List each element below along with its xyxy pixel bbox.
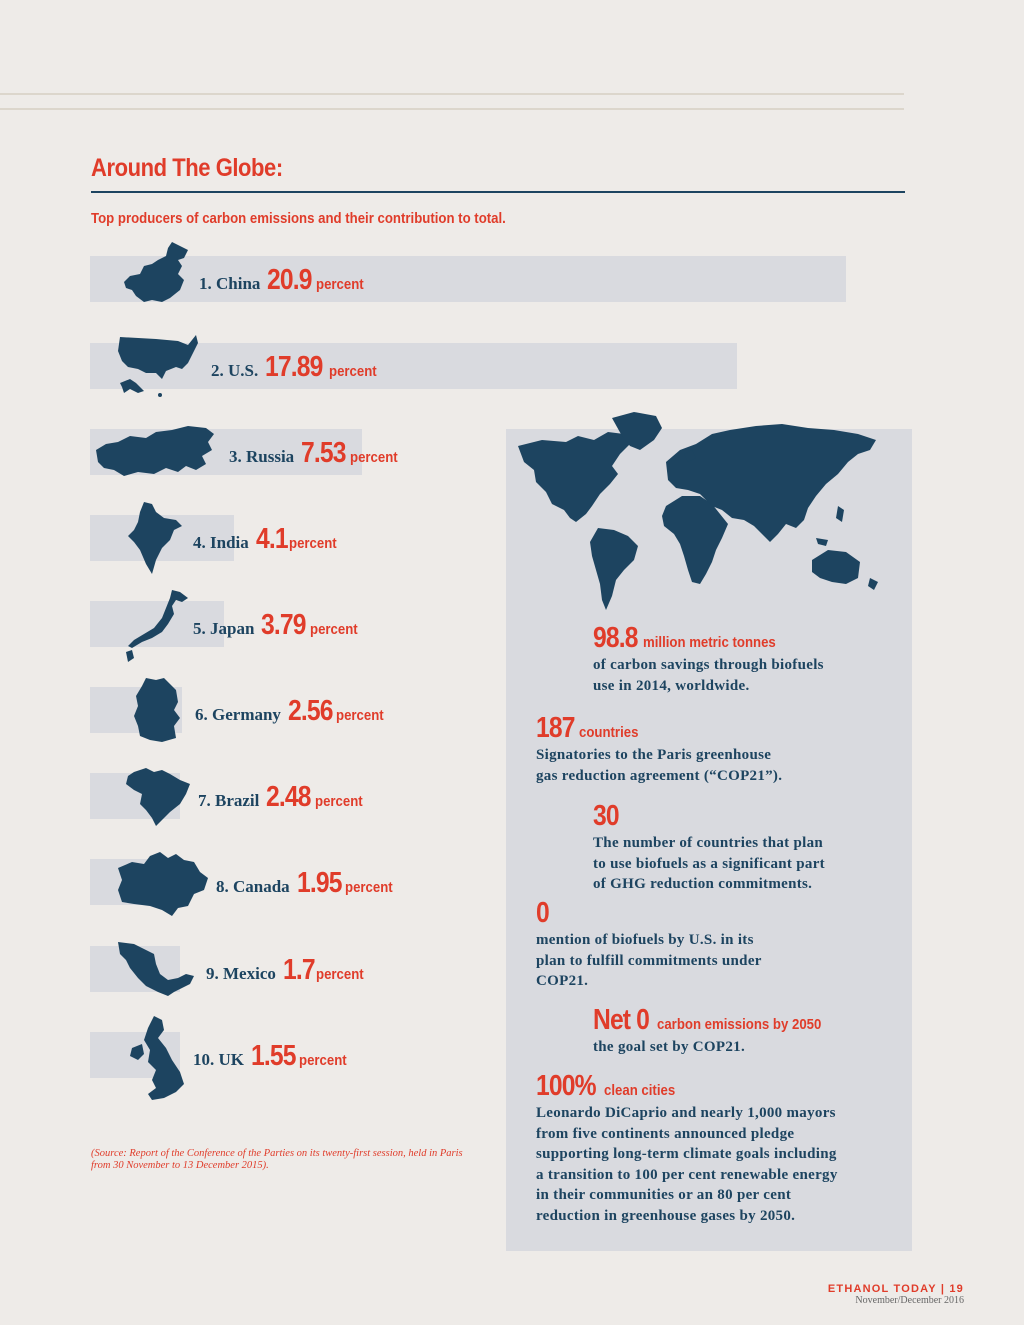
fact-description (593, 1037, 844, 1058)
fact-line: of GHG reduction commitments. (593, 876, 813, 892)
fact-heading (536, 712, 782, 745)
emission-share-value: 2.48 (266, 781, 311, 813)
ranking-row (216, 867, 399, 900)
fact-description (536, 930, 762, 992)
fact-line: Leonardo DiCaprio and nearly 1,000 mayors (536, 1105, 836, 1121)
ranking-row (229, 437, 404, 470)
top-rule-2 (0, 108, 904, 110)
fact-block (536, 1070, 838, 1226)
fact-heading (536, 897, 762, 930)
unit-label: percent (289, 535, 337, 552)
fact-block (593, 622, 824, 696)
fact-description (536, 745, 782, 786)
country-name: 3. Russia (229, 447, 295, 466)
japan-map-icon (122, 588, 190, 664)
fact-line: the goal set by COP21. (593, 1039, 746, 1055)
emission-share-value: 4.1 (255, 523, 288, 555)
emission-share-value: 2.56 (287, 695, 333, 727)
emission-share-value: 1.95 (296, 867, 342, 899)
fact-description (593, 833, 825, 895)
emission-share-value: 7.53 (301, 437, 346, 469)
canada-map-icon (114, 850, 212, 920)
unit-label: percent (345, 879, 393, 896)
magazine-folio: ETHANOL TODAY | 19 (827, 1283, 964, 1295)
mexico-map-icon (116, 940, 198, 998)
russia-map-icon (94, 422, 216, 478)
fact-heading (536, 1070, 838, 1103)
fact-label: million metric tonnes (643, 634, 777, 651)
fact-line: The number of countries that plan (593, 835, 824, 851)
fact-heading (593, 622, 824, 655)
unit-label: percent (315, 276, 364, 293)
unit-label: percent (349, 449, 398, 466)
emission-share-value: 20.9 (267, 264, 313, 296)
india-map-icon (126, 500, 184, 578)
emission-share-value: 1.55 (251, 1040, 296, 1072)
ranking-row (206, 954, 370, 987)
country-name: 6. Germany (195, 705, 281, 724)
unit-label: percent (336, 707, 385, 724)
ranking-row (211, 351, 383, 384)
fact-heading (593, 800, 825, 833)
country-name: 2. U.S. (211, 361, 259, 380)
fact-line: in their communities or an 80 per cent (536, 1187, 792, 1203)
fact-block (536, 712, 782, 786)
fact-figure: 0 (536, 897, 549, 929)
fact-line: supporting long-term climate goals including (536, 1146, 837, 1162)
fact-description (536, 1103, 838, 1226)
ranking-row (193, 609, 364, 642)
china-map-icon (122, 240, 190, 308)
unit-label: percent (328, 363, 377, 380)
top-rule (0, 93, 904, 95)
page-footer (828, 1283, 964, 1306)
issue-date: November/December 2016 (855, 1295, 964, 1306)
fact-line: to use biofuels as a significant part (593, 855, 825, 872)
fact-line: from five continents announced pledge (536, 1125, 795, 1142)
page-title: Around The Globe: (91, 154, 283, 182)
germany-map-icon (130, 676, 184, 744)
unit-label: percent (299, 1052, 348, 1069)
emission-share-value: 1.7 (282, 954, 315, 986)
unit-label: percent (314, 793, 363, 810)
country-name: 4. India (193, 533, 249, 552)
fact-line: of carbon savings through biofuels (593, 657, 824, 673)
title-divider (91, 191, 905, 193)
ranking-row (198, 781, 369, 814)
fact-figure: 187 (536, 712, 575, 744)
uk-map-icon (128, 1014, 188, 1102)
fact-line: gas reduction agreement (“COP21”). (536, 767, 783, 784)
fact-line: a transition to 100 per cent renewable energy (536, 1166, 838, 1183)
ranking-row (195, 695, 391, 728)
fact-figure: 98.8 (593, 622, 638, 654)
fact-line: mention of biofuels by U.S. in its (536, 932, 754, 948)
fact-figure: 30 (593, 800, 619, 832)
ranking-row (199, 264, 370, 297)
us-map-icon (116, 333, 202, 399)
fact-figure: 100% (536, 1070, 596, 1102)
unit-label: percent (316, 966, 364, 983)
fact-block (593, 800, 825, 895)
fact-line: COP21. (536, 973, 589, 989)
ranking-row (193, 1040, 354, 1073)
fact-description (593, 655, 824, 696)
emission-share-value: 17.89 (265, 351, 323, 383)
page-subtitle: Top producers of carbon emissions and their contribution to total. (91, 210, 506, 227)
fact-line: Signatories to the Paris greenhouse (536, 747, 772, 763)
world-map-icon (516, 410, 896, 620)
country-name: 5. Japan (193, 619, 255, 638)
fact-label: clean cities (604, 1082, 676, 1099)
country-name: 9. Mexico (206, 964, 276, 983)
emission-share-value: 3.79 (261, 609, 307, 641)
fact-line: plan to fulfill commitments under (536, 952, 762, 969)
fact-figure: Net 0 (593, 1004, 650, 1036)
fact-block (593, 1004, 844, 1058)
unit-label: percent (309, 621, 358, 638)
fact-line: use in 2014, worldwide. (593, 677, 750, 694)
brazil-map-icon (124, 764, 192, 828)
country-name: 8. Canada (216, 877, 290, 896)
fact-line: reduction in greenhouse gases by 2050. (536, 1207, 796, 1224)
source-note: (Source: Report of the Conference of the Parties on its twenty-first session, held in Paris from 30 November to 13 December 2015). (91, 1148, 463, 1171)
fact-block (536, 897, 762, 992)
fact-label: countries (579, 724, 639, 741)
fact-label: carbon emissions by 2050 (656, 1016, 822, 1033)
fact-heading (593, 1004, 844, 1037)
country-name: 10. UK (193, 1050, 244, 1069)
country-name: 1. China (199, 274, 261, 293)
country-name: 7. Brazil (198, 791, 260, 810)
ranking-row (193, 523, 343, 556)
